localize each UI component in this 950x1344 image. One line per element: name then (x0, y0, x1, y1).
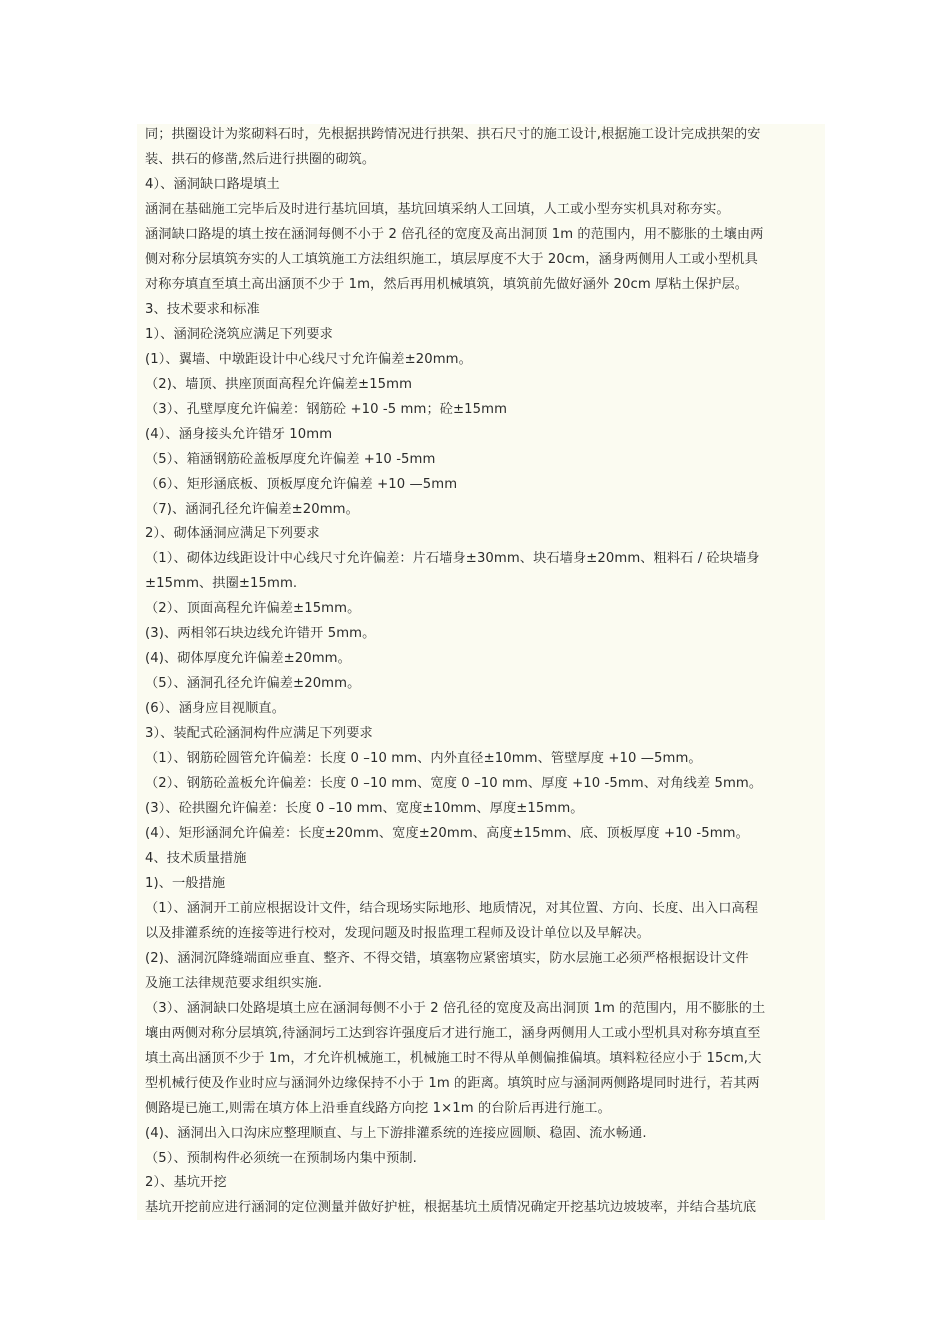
text-line: 对称夯填直至填土高出涵顶不少于 1m，然后再用机械填筑，填筑前先做好涵外 20cm 厚粘土保护层。 (145, 277, 749, 292)
text-line: 涵洞在基础施工完毕后及时进行基坑回填，基坑回填采纳人工回填，人工或小型夯实机具对称夯实。 (145, 202, 730, 217)
list-item: （1）、砌体边线距设计中心线尺寸允许偏差：片石墙身±30mm、块石墙身±20mm、粗料石 / 砼块墙身 (145, 551, 760, 566)
section-heading: 1）、涵洞砼浇筑应满足下列要求 (145, 327, 333, 342)
list-item: （6）、矩形涵底板、顶板厚度允许偏差 +10 —5mm (145, 477, 458, 492)
section-heading: 1)、一般措施 (145, 876, 226, 891)
section-heading: 4）、涵洞缺口路堤填土 (145, 177, 280, 192)
list-item: （1）、钢筋砼圆管允许偏差：长度 0 –10 mm、内外直径±10mm、管壁厚度 +10 —5mm。 (145, 751, 702, 766)
text-line: 型机械行使及作业时应与涵洞外边缘保持不小于 1m 的距离。填筑时应与涵洞两侧路堤同时进行，若其两 (145, 1076, 760, 1091)
list-item: (3）、砼拱圈允许偏差：长度 0 –10 mm、宽度±10mm、厚度±15mm。 (145, 801, 584, 816)
list-item: （5）、预制构件必须统一在预制场内集中预制. (145, 1151, 417, 1166)
list-item: （5）、箱涵钢筋砼盖板厚度允许偏差 +10 -5mm (145, 452, 436, 467)
section-heading: 2）、砌体涵洞应满足下列要求 (145, 526, 320, 541)
list-item: (3)、两相邻石块边线允许错开 5mm。 (145, 626, 376, 641)
list-item: （7)、涵洞孔径允许偏差±20mm。 (145, 502, 359, 517)
text-line: 基坑开挖前应进行涵洞的定位测量并做好护桩，根据基坑土质情况确定开挖基坑边坡坡率，并结合基坑底 (145, 1200, 757, 1215)
list-item: (6）、涵身应目视顺直。 (145, 701, 286, 716)
list-item: （2）、顶面高程允许偏差±15mm。 (145, 601, 361, 616)
text-line: 侧路堤已施工,则需在填方体上沿垂直线路方向挖 1×1m 的台阶后再进行施工。 (145, 1101, 611, 1116)
text-line: 壤由两侧对称分层填筑,待涵洞圬工达到容许强度后才进行施工，涵身两侧用人工或小型机具对称夯填直至 (145, 1026, 761, 1041)
section-heading: 4、技术质量措施 (145, 851, 247, 866)
section-heading: 3、技术要求和标准 (145, 302, 260, 317)
list-item: （3）、孔壁厚度允许偏差：钢筋砼 +10 -5 mm；砼±15mm (145, 402, 508, 417)
text-line: 同；拱圈设计为浆砌料石时，先根据拱跨情况进行拱架、拱石尺寸的施工设计,根据施工设计完成拱架的安 (145, 127, 761, 142)
list-item: (4)、砌体厚度允许偏差±20mm。 (145, 651, 351, 666)
text-line: ±15mm、拱圈±15mm. (145, 576, 298, 591)
list-item: (4)、涵洞出入口沟床应整理顺直、与上下游排灌系统的连接应圆顺、稳固、流水畅通. (145, 1126, 647, 1141)
list-item: (4）、矩形涵洞允许偏差：长度±20mm、宽度±20mm、高度±15mm、底、顶板厚度 +10 -5mm。 (145, 826, 749, 841)
section-heading: 3）、装配式砼涵洞构件应满足下列要求 (145, 726, 373, 741)
list-item: （2）、钢筋砼盖板允许偏差：长度 0 –10 mm、宽度 0 –10 mm、厚度 +10 -5mm、对角线差 5mm。 (145, 776, 763, 791)
text-line: 及施工法律规范要求组织实施. (145, 976, 323, 991)
text-line: 以及排灌系统的连接等进行校对，发现问题及时报监理工程师及设计单位以及早解决。 (145, 926, 650, 941)
list-item: （3）、涵洞缺口处路堤填土应在涵洞每侧不小于 2 倍孔径的宽度及高出洞顶 1m 的范围内，用不膨胀的土 (145, 1001, 766, 1016)
list-item: (4）、涵身接头允许错牙 10mm (145, 427, 333, 442)
list-item: （1）、涵洞开工前应根据设计文件，结合现场实际地形、地质情况，对其位置、方向、长度、出入口高程 (145, 901, 759, 916)
text-block (137, 124, 825, 1220)
list-item: (1）、翼墙、中墩距设计中心线尺寸允许偏差±20mm。 (145, 352, 472, 367)
text-line: 装、拱石的修凿,然后进行拱圈的砌筑。 (145, 152, 376, 167)
text-line: 侧对称分层填筑夯实的人工填筑施工方法组织施工，填层厚度不大于 20cm，涵身两侧用人工或小型机具 (145, 252, 758, 267)
list-item: （2)、墙顶、拱座顶面高程允许偏差±15mm (145, 377, 413, 392)
text-line: 涵洞缺口路堤的填土按在涵洞每侧不小于 2 倍孔径的宽度及高出洞顶 1m 的范围内，用不膨胀的土壤由两 (145, 227, 764, 242)
list-item: (2)、涵洞沉降缝端面应垂直、整齐、不得交错，填塞物应紧密填实，防水层施工必须严格根据设计文件 (145, 951, 749, 966)
text-line: 填土高出涵顶不少于 1m，才允许机械施工，机械施工时不得从单侧偏推偏填。填料粒径应小于 15cm,大 (145, 1051, 762, 1066)
list-item: （5）、涵洞孔径允许偏差±20mm。 (145, 676, 361, 691)
section-heading: 2）、基坑开挖 (145, 1175, 227, 1190)
